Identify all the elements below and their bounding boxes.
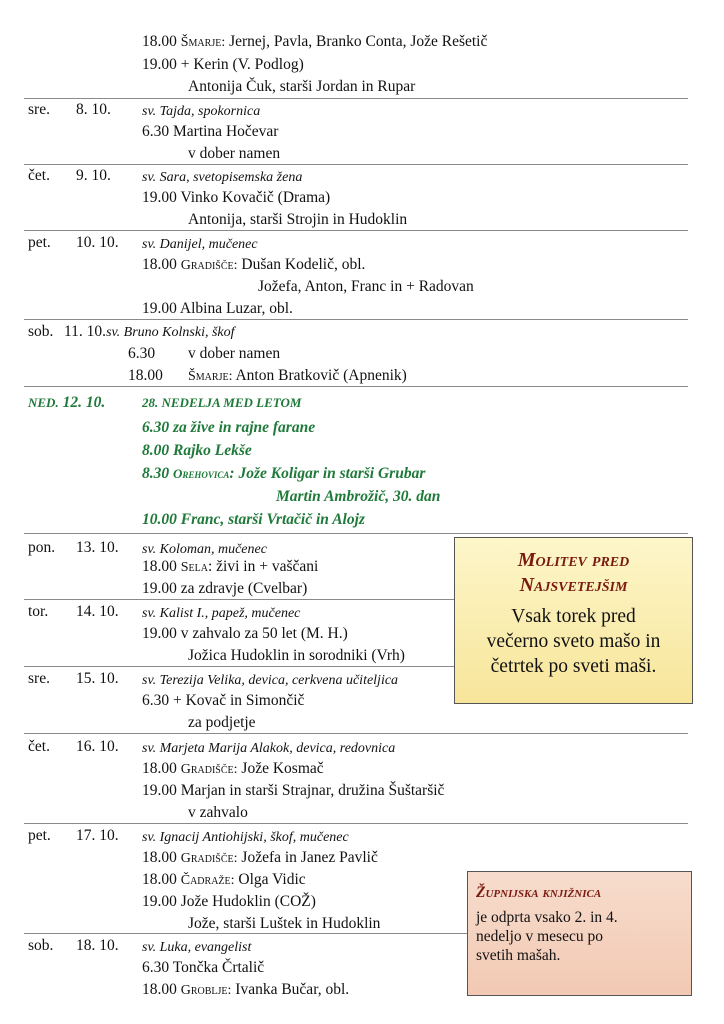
library-notice-box (467, 871, 692, 996)
line-text: Antonija Čuk, starši Jordan in Rupar (188, 78, 416, 95)
schedule-line (142, 759, 324, 779)
schedule-line (76, 166, 111, 185)
schedule-line (188, 803, 248, 822)
adoration-notice-box (454, 537, 693, 704)
line-text: Olga Vidic (234, 871, 306, 888)
sunday-line (28, 393, 105, 412)
line-text: za podjetje (188, 714, 256, 731)
schedule-line (76, 233, 119, 252)
saint-of-day: sv. Kalist I., papež, mučenec (142, 606, 301, 621)
schedule-line (128, 366, 163, 385)
saint-of-day: sv. Bruno Kolnski, škof (106, 325, 235, 340)
line-text: pet. (28, 234, 51, 251)
line-text: 10.00 Franc, starši Vrtačič in Alojz (142, 511, 365, 528)
schedule-line (142, 255, 365, 275)
schedule-line (28, 322, 53, 341)
line-text: Jože Kosmač (237, 760, 324, 777)
line-text: 10. 10. (76, 234, 119, 251)
line-text: 18.00 (142, 33, 181, 50)
line-text: 14. 10. (76, 603, 119, 620)
schedule-line (142, 691, 304, 710)
line-text: 18.00 (142, 558, 181, 575)
saint-of-day: sv. Tajda, spokornica (142, 104, 261, 119)
line-text: 6.30 za žive in rajne farane (142, 419, 316, 436)
schedule-line (188, 366, 407, 386)
saint-of-day: sv. Luka, evangelist (142, 940, 252, 955)
schedule-line (76, 936, 119, 955)
schedule-line (188, 344, 280, 363)
line-text: : živi in + vaščani (207, 558, 319, 575)
schedule-line (188, 914, 380, 933)
schedule-line (142, 781, 444, 800)
schedule-line (142, 848, 378, 868)
line-text: 12. 10. (58, 394, 106, 411)
day-separator (24, 164, 688, 165)
line-text: 18. 10. (76, 937, 119, 954)
schedule-line (142, 539, 267, 559)
schedule-line (142, 670, 398, 690)
schedule-line (142, 827, 349, 847)
schedule-line (188, 77, 415, 96)
library-notice-title: Župnijska knjižnica (476, 884, 602, 901)
schedule-line (76, 100, 111, 119)
schedule-line (188, 646, 405, 665)
line-text: 16. 10. (76, 738, 119, 755)
schedule-line (142, 557, 318, 577)
line-text: v zahvalo (188, 804, 248, 821)
line-text: 8.00 Rajko Lekše (142, 442, 252, 459)
line-text: 18.00 (128, 367, 163, 384)
sunday-line (142, 510, 365, 529)
schedule-line (142, 937, 251, 957)
line-text: 15. 10. (76, 670, 119, 687)
schedule-line (142, 167, 302, 187)
schedule-line (258, 277, 474, 296)
day-separator (24, 230, 688, 231)
line-text: sob. (28, 937, 54, 954)
schedule-line (76, 602, 119, 621)
line-text: 19.00 Marjan in starši Strajnar, družina Šuštaršič (142, 782, 445, 799)
day-separator (24, 733, 688, 734)
day-separator (24, 386, 688, 387)
saint-of-day: sv. Marjeta Marija Alakok, devica, redovnica (142, 741, 396, 756)
saint-of-day: sv. Koloman, mučenec (142, 542, 267, 557)
sunday-line (142, 441, 252, 460)
adoration-notice-body: Vsak torek pred večerno sveto mašo in četrtek po sveti maši. (486, 606, 661, 677)
location-label: 28. NEDELJA MED LETOM (142, 395, 302, 410)
day-separator (24, 533, 688, 534)
line-text: Jernej, Pavla, Branko Conta, Jože Rešetič (225, 33, 488, 50)
sunday-line (142, 393, 301, 412)
schedule-line (142, 624, 348, 643)
line-text: Jože, starši Luštek in Hudoklin (188, 915, 381, 932)
location-label: Gradišče: (180, 851, 238, 866)
saint-of-day: sv. Terezija Velika, devica, cerkvena učiteljica (142, 673, 399, 688)
line-text: 19.00 Albina Luzar, obl. (142, 300, 293, 317)
location-label: Orehovica (173, 466, 230, 481)
line-text: 18.00 (142, 256, 181, 273)
schedule-line (28, 669, 50, 688)
schedule-line (142, 870, 306, 890)
location-label: Gradišče: (180, 762, 238, 777)
location-label: Šmarje: (180, 35, 226, 50)
saint-of-day: sv. Danijel, mučenec (142, 237, 258, 252)
schedule-line (188, 210, 407, 229)
line-text: Dušan Kodelič, obl. (237, 256, 366, 273)
line-text: 18.00 (142, 871, 181, 888)
schedule-line (142, 738, 395, 758)
day-separator (24, 823, 688, 824)
saint-of-day: sv. Sara, svetopisemska žena (142, 170, 303, 185)
schedule-line (76, 737, 119, 756)
day-separator (24, 319, 688, 320)
line-text: 19.00 + Kerin (V. Podlog) (142, 56, 304, 73)
line-text: 19.00 za zdravje (Cvelbar) (142, 580, 308, 597)
line-text: v dober namen (188, 145, 281, 162)
schedule-line (142, 892, 316, 911)
schedule-line (188, 144, 280, 163)
line-text: 19.00 v zahvalo za 50 let (M. H.) (142, 625, 348, 642)
location-label: Groblje: (180, 983, 232, 998)
schedule-line (64, 322, 235, 342)
saint-of-day: sv. Ignacij Antiohijski, škof, mučenec (142, 830, 349, 845)
line-text: 6.30 Tončka Črtalič (142, 959, 265, 976)
schedule-line (142, 958, 264, 977)
location-label: NED. (28, 395, 59, 410)
line-text: 19.00 Vinko Kovačič (Drama) (142, 189, 331, 206)
line-text: sre. (28, 101, 50, 118)
location-label: Šmarje: (188, 369, 233, 384)
location-label: Gradišče: (180, 258, 238, 273)
schedule-line (76, 669, 119, 688)
line-text: 8.30 (142, 465, 173, 482)
line-text: Anton Bratkovič (Apnenik) (232, 367, 407, 384)
adoration-notice-title: Molitev pred Najsvetejšim (517, 549, 630, 596)
schedule-line (142, 234, 258, 254)
sunday-line (276, 487, 440, 506)
schedule-line (28, 100, 50, 119)
schedule-line (76, 538, 119, 557)
schedule-line (28, 826, 51, 845)
schedule-line (128, 344, 155, 363)
schedule-line (28, 936, 53, 955)
day-separator (24, 98, 688, 99)
line-text: Jožefa in Janez Pavlič (237, 849, 378, 866)
schedule-line (142, 188, 330, 207)
line-text: pet. (28, 827, 51, 844)
schedule-line (142, 101, 260, 121)
schedule-line (142, 299, 293, 318)
schedule-line (142, 32, 487, 52)
schedule-line (142, 122, 278, 141)
location-label: Sela (180, 560, 208, 575)
schedule-line (76, 826, 119, 845)
line-text: 18.00 (142, 849, 181, 866)
line-text: : Jože Koligar in starši Grubar (229, 465, 426, 482)
line-text: 18.00 (142, 760, 181, 777)
library-notice-body: je odprta vsako 2. in 4. nedeljo v mesecu po svetih mašah. (476, 909, 618, 964)
line-text: Jožefa, Anton, Franc in + Radovan (258, 278, 474, 295)
line-text: 19.00 Jože Hudoklin (COŽ) (142, 893, 316, 910)
line-text: Ivanka Bučar, obl. (231, 981, 350, 998)
line-text: 9. 10. (76, 167, 111, 184)
line-text: pon. (28, 539, 56, 556)
line-text: čet. (28, 167, 50, 184)
line-text: 11. 10. (64, 323, 107, 340)
line-text: sre. (28, 670, 50, 687)
line-text: 6.30 (128, 345, 156, 362)
schedule-line (142, 579, 307, 598)
line-text: Martin Ambrožič, 30. dan (276, 488, 441, 505)
sunday-line (142, 464, 425, 483)
line-text: 8. 10. (76, 101, 111, 118)
schedule-line (28, 602, 48, 621)
schedule-line (142, 603, 300, 623)
schedule-line (28, 538, 55, 557)
schedule-line (142, 55, 304, 74)
line-text: Jožica Hudoklin in sorodniki (Vrh) (188, 647, 405, 664)
sunday-line (142, 418, 315, 437)
schedule-line (28, 166, 50, 185)
line-text: Antonija, starši Strojin in Hudoklin (188, 211, 408, 228)
schedule-line (188, 713, 256, 732)
line-text: čet. (28, 738, 50, 755)
location-label: Čadraže: (180, 873, 235, 888)
schedule-line (142, 980, 349, 1000)
line-text: v dober namen (188, 345, 281, 362)
line-text: 17. 10. (76, 827, 119, 844)
line-text: 13. 10. (76, 539, 119, 556)
line-text: 6.30 + Kovač in Simončič (142, 692, 305, 709)
line-text: 18.00 (142, 981, 181, 998)
line-text: 6.30 Martina Hočevar (142, 123, 279, 140)
line-text: sob. (28, 323, 54, 340)
schedule-line (28, 233, 51, 252)
schedule-line (28, 737, 50, 756)
line-text: tor. (28, 603, 49, 620)
